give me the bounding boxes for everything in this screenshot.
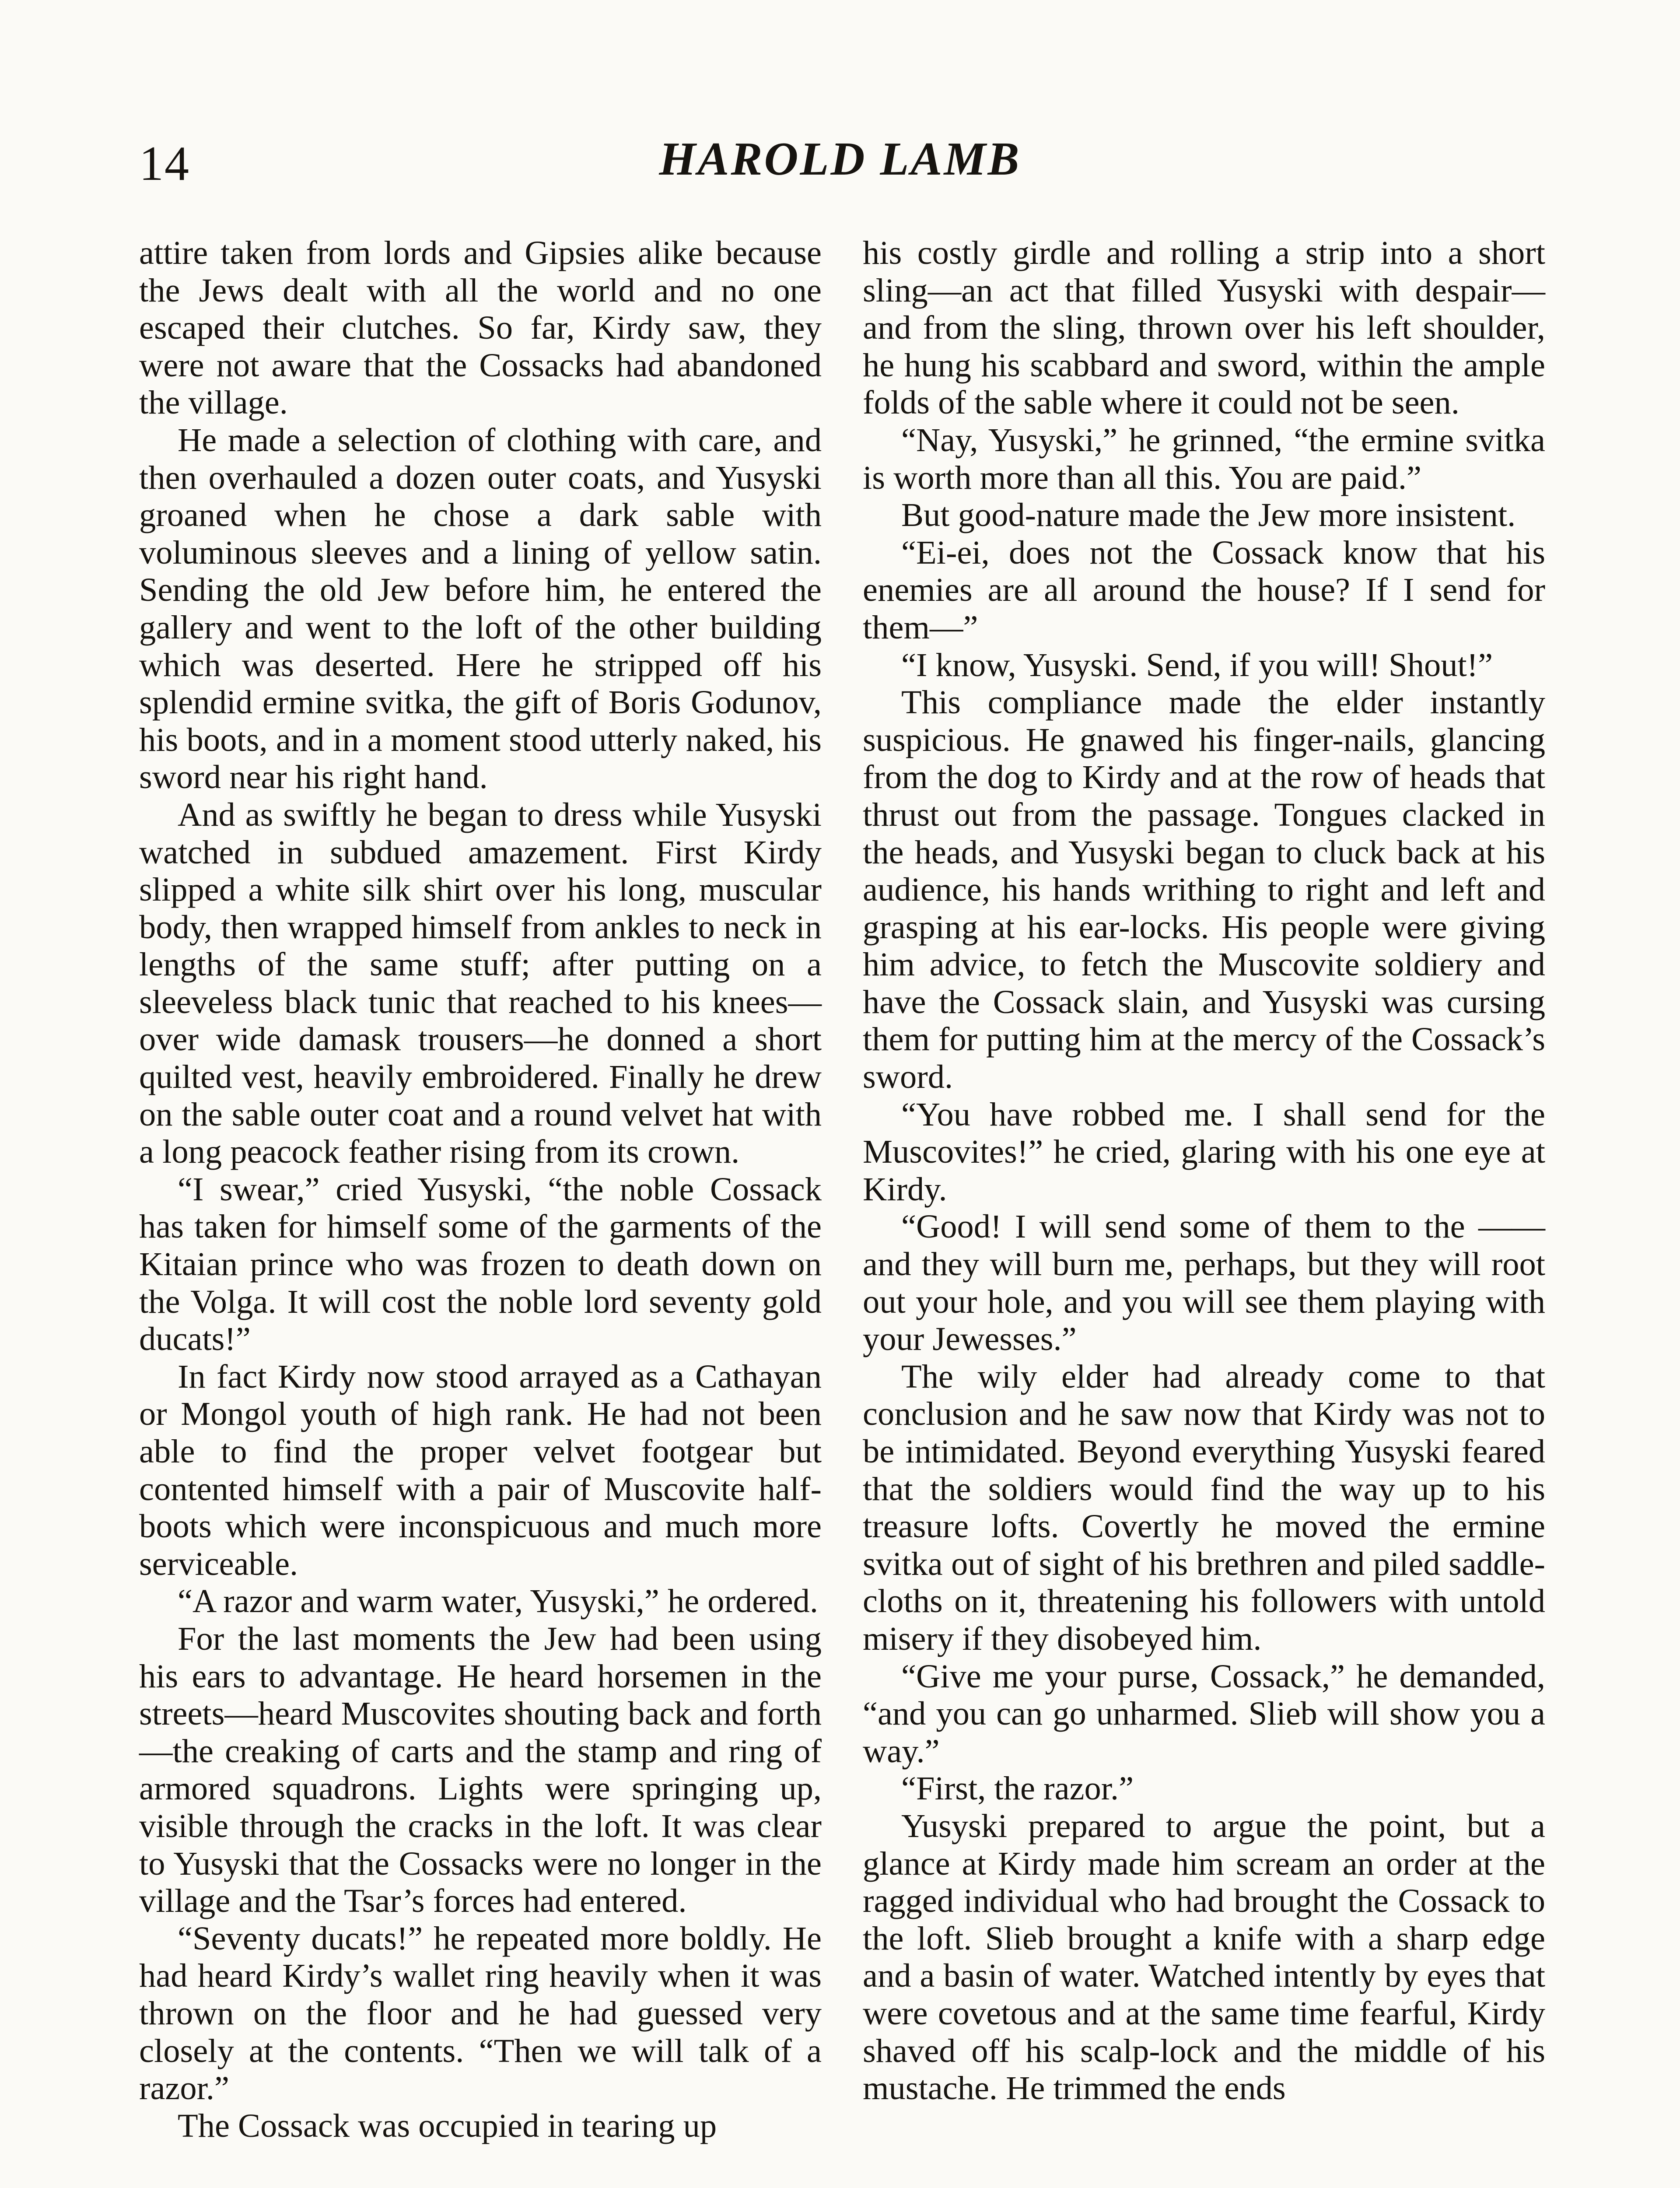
- paragraph: The wily elder had already come to that conclusion and he saw now that Kirdy was not to be intimidated. Beyond everything Yusyski feared that the soldiers would find the way up to his treasure lofts. Covertly he moved the ermine svitka out of sight of his brethren and piled saddle-cloths on it, threatening his followers with untold misery if they disobeyed him.: [863, 1357, 1545, 1657]
- paragraph: But good-nature made the Jew more insistent.: [901, 496, 1516, 534]
- paragraph: “You have robbed me. I shall send for the Muscovites!” he cried, glaring with his one eye at Kirdy.: [863, 1095, 1545, 1208]
- paragraph: And as swiftly he began to dress while Yusyski watched in subdued amazement. First Kirdy slipped a white silk shirt over his long, muscular body, then wrapped himself from ankles to neck in lengths of the same stuff; after putting on a sleeveless black tunic that reached to his knees—over wide damask trousers—he donned a short quilted vest, heavily embroidered. Finally he drew on the sable outer coat and a round velvet hat with a long peacock feather rising from its crown.: [139, 796, 822, 1171]
- paragraph: The Cossack was occupied in tearing up: [178, 2107, 717, 2144]
- paragraph: “I swear,” cried Yusyski, “the noble Cossack has taken for himself some of the garments of the Kitaian prince who was frozen to death down on the Volga. It will cost the noble lord seventy gold ducats!”: [139, 1170, 822, 1358]
- right-column: [863, 234, 1545, 2107]
- paragraph: “Seventy ducats!” he repeated more boldly. He had heard Kirdy’s wallet ring heavily when it was thrown on the floor and he had guessed very closely at the contents. “Then we will talk of a razor.”: [139, 1919, 822, 2107]
- paragraph: attire taken from lords and Gipsies alike because the Jews dealt with all the world and no one escaped their clutches. So far, Kirdy saw, they were not aware that the Cossacks had abandoned the village.: [139, 234, 822, 421]
- page-number: 14: [139, 137, 190, 191]
- paragraph: “I know, Yusyski. Send, if you will! Shout!”: [901, 646, 1493, 684]
- left-column: [139, 234, 822, 2144]
- paragraph: “Give me your purse, Cossack,” he demanded, “and you can go unharmed. Slieb will show you a way.”: [863, 1657, 1545, 1770]
- paragraph: “First, the razor.”: [901, 1770, 1134, 1807]
- paragraph: his costly girdle and rolling a strip into a short sling—an act that filled Yusyski with despair—and from the sling, thrown over his left shoulder, he hung his scabbard and sword, within the ample folds of the sable where it could not be seen.: [863, 234, 1545, 421]
- paragraph: “Ei-ei, does not the Cossack know that his enemies are all around the house? If I send for them—”: [863, 533, 1545, 646]
- paragraph: In fact Kirdy now stood arrayed as a Cathayan or Mongol youth of high rank. He had not been able to find the proper velvet footgear but contented himself with a pair of Muscovite half-boots which were inconspicuous and much more serviceable.: [139, 1357, 822, 1582]
- running-title: HAROLD LAMB: [659, 133, 1021, 185]
- paragraph: Yusyski prepared to argue the point, but a glance at Kirdy made him scream an order at the ragged individual who had brought the Cossack to the loft. Slieb brought a knife with a sharp edge and a basin of water. Watched intently by eyes that were covetous and at the same time fearful, Kirdy shaved off his scalp-lock and the middle of his mustache. He trimmed the ends: [863, 1807, 1545, 2107]
- paragraph: “A razor and warm water, Yusyski,” he ordered.: [178, 1582, 819, 1620]
- paragraph: “Nay, Yusyski,” he grinned, “the ermine svitka is worth more than all this. You are paid.”: [863, 421, 1545, 496]
- paragraph: He made a selection of clothing with care, and then overhauled a dozen outer coats, and Yusyski groaned when he chose a dark sable with voluminous sleeves and a lining of yellow satin. Sending the old Jew before him, he entered the gallery and went to the loft of the other building which was deserted. Here he stripped off his splendid ermine svitka, the gift of Boris Godunov, his boots, and in a moment stood utterly naked, his sword near his right hand.: [139, 421, 822, 796]
- paragraph: “Good! I will send some of them to the —— and they will burn me, perhaps, but they will root out your hole, and you will see them playing with your Jewesses.”: [863, 1208, 1545, 1358]
- paragraph: For the last moments the Jew had been using his ears to advantage. He heard horsemen in the streets—heard Muscovites shouting back and forth—the creaking of carts and the stamp and ring of armored squadrons. Lights were springing up, visible through the cracks in the loft. It was clear to Yusyski that the Cossacks were no longer in the village and the Tsar’s forces had entered.: [139, 1620, 822, 1920]
- paragraph: This compliance made the elder instantly suspicious. He gnawed his finger-nails, glancing from the dog to Kirdy and at the row of heads that thrust out from the passage. Tongues clacked in the heads, and Yusyski began to cluck back at his audience, his hands writhing to right and left and grasping at his ear-locks. His people were giving him advice, to fetch the Muscovite soldiery and have the Cossack slain, and Yusyski was cursing them for putting him at the mercy of the Cossack’s sword.: [863, 684, 1545, 1096]
